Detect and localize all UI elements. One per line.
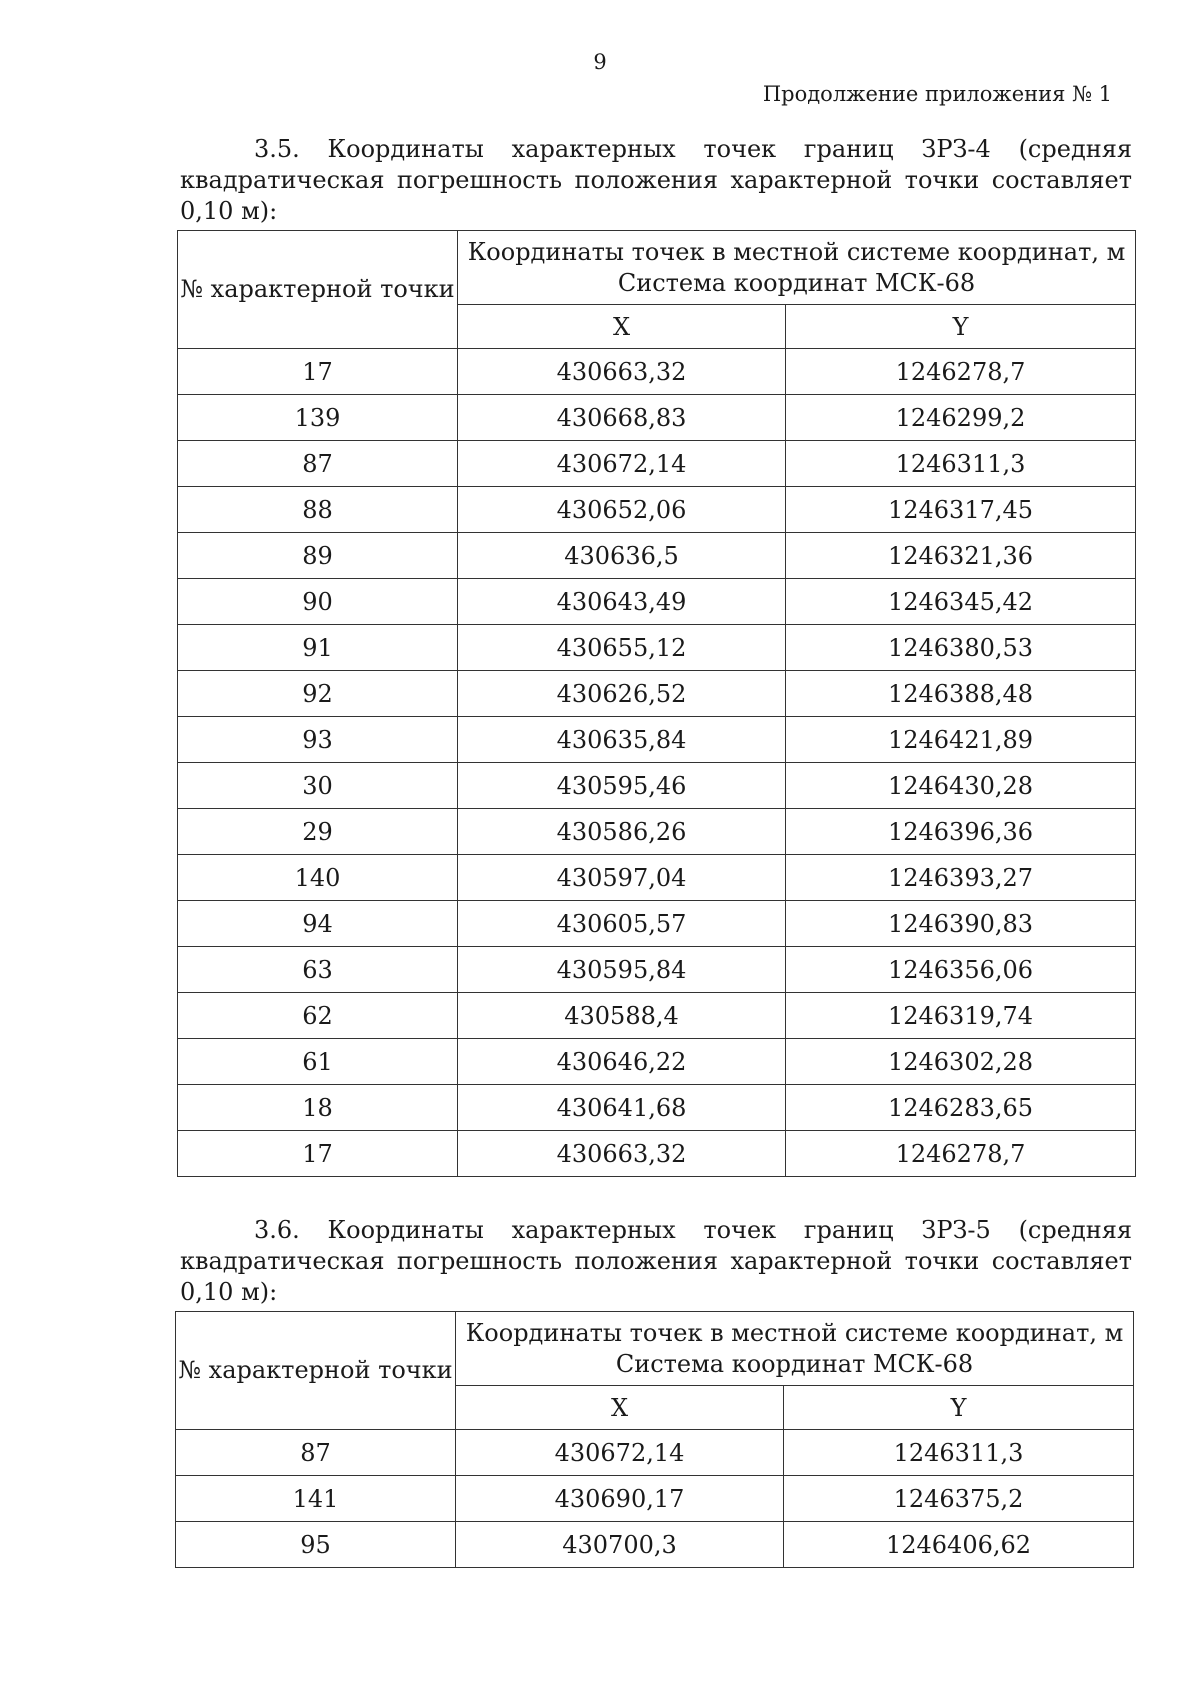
x-coordinate-cell: 430626,52 <box>458 671 786 717</box>
table-row <box>178 1131 1136 1177</box>
table-row <box>178 579 1136 625</box>
x-column-header: X <box>456 1386 784 1430</box>
x-coordinate-cell: 430672,14 <box>458 441 786 487</box>
point-number-header: № характерной точки <box>176 1312 456 1430</box>
section-intro-paragraph <box>180 1215 1132 1308</box>
table-row <box>178 993 1136 1039</box>
table-row <box>178 349 1136 395</box>
x-coordinate-cell: 430700,3 <box>456 1522 784 1568</box>
point-number-cell: 18 <box>178 1085 458 1131</box>
x-coordinate-cell: 430605,57 <box>458 901 786 947</box>
coordinates-header-line2: Система координат МСК-68 <box>615 1349 974 1378</box>
table-row <box>178 625 1136 671</box>
point-number-cell: 95 <box>176 1522 456 1568</box>
table-row <box>178 1039 1136 1085</box>
point-number-cell: 92 <box>178 671 458 717</box>
y-coordinate-cell: 1246345,42 <box>786 579 1136 625</box>
table-row <box>178 809 1136 855</box>
table-row <box>178 855 1136 901</box>
point-number-cell: 94 <box>178 901 458 947</box>
x-coordinate-cell: 430641,68 <box>458 1085 786 1131</box>
table-row <box>176 1522 1134 1568</box>
table-row <box>178 395 1136 441</box>
x-coordinate-cell: 430672,14 <box>456 1430 784 1476</box>
table-row <box>178 487 1136 533</box>
y-coordinate-cell: 1246375,2 <box>784 1476 1134 1522</box>
section-intro-paragraph <box>180 134 1132 227</box>
x-coordinate-cell: 430586,26 <box>458 809 786 855</box>
y-coordinate-cell: 1246302,28 <box>786 1039 1136 1085</box>
x-coordinate-cell: 430643,49 <box>458 579 786 625</box>
y-coordinate-cell: 1246319,74 <box>786 993 1136 1039</box>
x-coordinate-cell: 430635,84 <box>458 717 786 763</box>
y-coordinate-cell: 1246278,7 <box>786 349 1136 395</box>
y-coordinate-cell: 1246356,06 <box>786 947 1136 993</box>
table-row <box>178 901 1136 947</box>
coordinates-header <box>458 231 1136 305</box>
y-coordinate-cell: 1246430,28 <box>786 763 1136 809</box>
coordinates-header <box>456 1312 1134 1386</box>
x-coordinate-cell: 430588,4 <box>458 993 786 1039</box>
appendix-note: Продолжение приложения № 1 <box>762 82 1112 106</box>
point-number-cell: 62 <box>178 993 458 1039</box>
point-number-cell: 17 <box>178 349 458 395</box>
y-coordinate-cell: 1246321,36 <box>786 533 1136 579</box>
point-number-cell: 87 <box>178 441 458 487</box>
y-coordinate-cell: 1246299,2 <box>786 395 1136 441</box>
x-coordinate-cell: 430595,84 <box>458 947 786 993</box>
coordinates-table <box>177 230 1136 1177</box>
table-row <box>178 717 1136 763</box>
section-intro-text: 3.5. Координаты характерных точек границ ЗРЗ-4 (средняя квадратическая погрешность положения характерной точки составляет 0,10 м): <box>180 135 1132 225</box>
point-number-cell: 141 <box>176 1476 456 1522</box>
table-row <box>178 947 1136 993</box>
x-column-header: X <box>458 305 786 349</box>
table-row <box>178 441 1136 487</box>
point-number-cell: 63 <box>178 947 458 993</box>
x-coordinate-cell: 430652,06 <box>458 487 786 533</box>
y-column-header: Y <box>784 1386 1134 1430</box>
table-row <box>176 1476 1134 1522</box>
y-column-header: Y <box>786 305 1136 349</box>
point-number-cell: 61 <box>178 1039 458 1085</box>
x-coordinate-cell: 430663,32 <box>458 1131 786 1177</box>
y-coordinate-cell: 1246283,65 <box>786 1085 1136 1131</box>
table-row <box>178 763 1136 809</box>
y-coordinate-cell: 1246311,3 <box>786 441 1136 487</box>
y-coordinate-cell: 1246388,48 <box>786 671 1136 717</box>
y-coordinate-cell: 1246317,45 <box>786 487 1136 533</box>
y-coordinate-cell: 1246380,53 <box>786 625 1136 671</box>
point-number-cell: 139 <box>178 395 458 441</box>
y-coordinate-cell: 1246406,62 <box>784 1522 1134 1568</box>
point-number-cell: 30 <box>178 763 458 809</box>
coordinates-header-line1: Координаты точек в местной системе координат, м <box>467 237 1126 266</box>
coordinates-table <box>175 1311 1134 1568</box>
point-number-cell: 89 <box>178 533 458 579</box>
x-coordinate-cell: 430655,12 <box>458 625 786 671</box>
x-coordinate-cell: 430636,5 <box>458 533 786 579</box>
x-coordinate-cell: 430663,32 <box>458 349 786 395</box>
x-coordinate-cell: 430646,22 <box>458 1039 786 1085</box>
table-row <box>178 533 1136 579</box>
table-row <box>178 671 1136 717</box>
point-number-cell: 17 <box>178 1131 458 1177</box>
y-coordinate-cell: 1246421,89 <box>786 717 1136 763</box>
y-coordinate-cell: 1246393,27 <box>786 855 1136 901</box>
y-coordinate-cell: 1246278,7 <box>786 1131 1136 1177</box>
table-row <box>178 1085 1136 1131</box>
point-number-cell: 90 <box>178 579 458 625</box>
y-coordinate-cell: 1246390,83 <box>786 901 1136 947</box>
x-coordinate-cell: 430668,83 <box>458 395 786 441</box>
y-coordinate-cell: 1246396,36 <box>786 809 1136 855</box>
point-number-cell: 29 <box>178 809 458 855</box>
point-number-cell: 91 <box>178 625 458 671</box>
x-coordinate-cell: 430597,04 <box>458 855 786 901</box>
section-intro-text: 3.6. Координаты характерных точек границ ЗРЗ-5 (средняя квадратическая погрешность положения характерной точки составляет 0,10 м): <box>180 1216 1132 1306</box>
y-coordinate-cell: 1246311,3 <box>784 1430 1134 1476</box>
table-row <box>176 1430 1134 1476</box>
x-coordinate-cell: 430595,46 <box>458 763 786 809</box>
coordinates-header-line2: Система координат МСК-68 <box>617 268 976 297</box>
point-number-cell: 93 <box>178 717 458 763</box>
point-number-header: № характерной точки <box>178 231 458 349</box>
point-number-cell: 87 <box>176 1430 456 1476</box>
point-number-cell: 140 <box>178 855 458 901</box>
point-number-cell: 88 <box>178 487 458 533</box>
page-number: 9 <box>593 50 607 74</box>
coordinates-header-line1: Координаты точек в местной системе координат, м <box>465 1318 1124 1347</box>
x-coordinate-cell: 430690,17 <box>456 1476 784 1522</box>
